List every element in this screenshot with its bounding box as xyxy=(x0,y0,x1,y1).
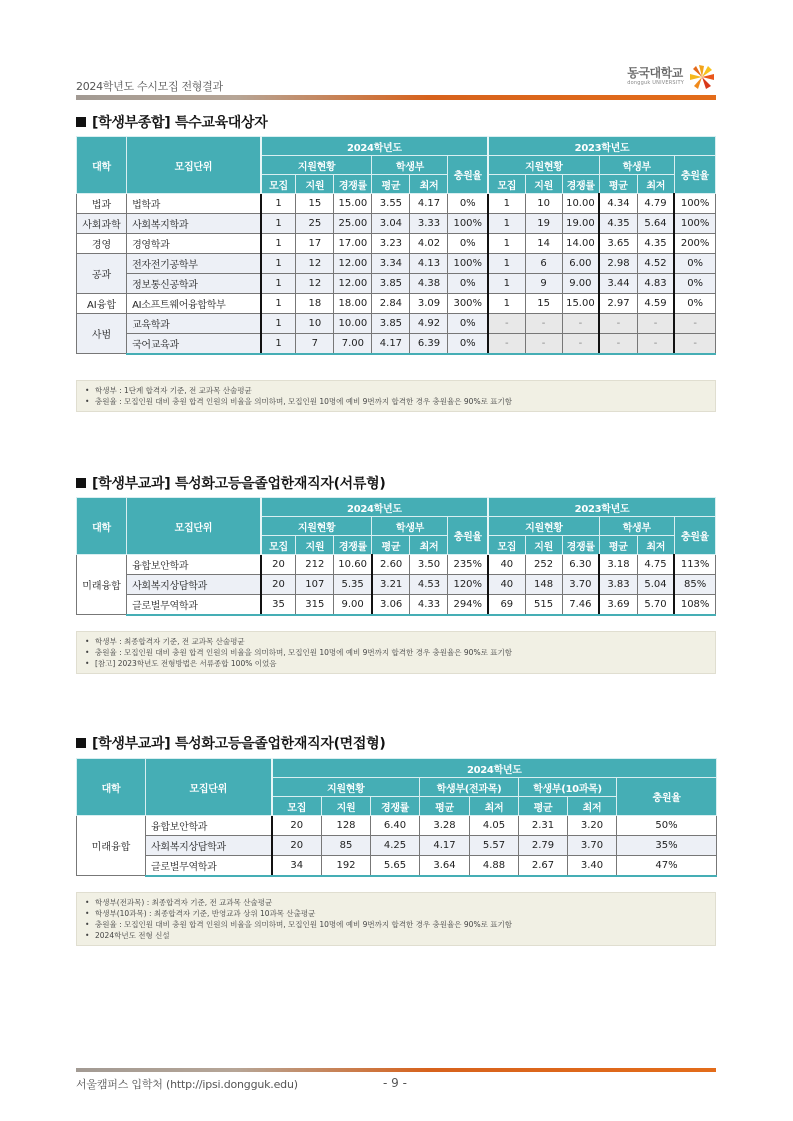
table-row: 공과 전자전기공학부 1 12 12.00 3.34 4.13 100% 1 6 6.00 2.98 4.52 0% xyxy=(77,254,716,274)
unit-cell: 경영학과 xyxy=(127,234,261,254)
unit-cell: 사회복지학과 xyxy=(127,214,261,234)
col-record-2023: 학생부 xyxy=(599,517,674,536)
col-record-10-subjects: 학생부(10과목) xyxy=(519,778,617,797)
col-min: 최저 xyxy=(637,175,674,194)
col-competition: 경쟁률 xyxy=(562,175,599,194)
col-fill-rate-2024: 충원율 xyxy=(448,156,488,194)
note-item: • 충원율 : 모집인원 대비 충원 합격 인원의 비율을 의미하며, 모집인원 10명에 예비 9번까지 합격한 경우 충원율은 90%로 표기함 xyxy=(85,396,707,407)
note-item: • 학생부 : 최종합격자 기준, 전 교과목 산술평균 xyxy=(85,636,707,647)
col-avg: 평균 xyxy=(599,536,637,555)
unit-cell: 사회복지상담학과 xyxy=(146,836,272,856)
section-title-vocational-document xyxy=(76,473,385,493)
college-cell: 미래융합 xyxy=(77,555,127,615)
col-min: 최저 xyxy=(410,536,448,555)
unit-cell: 융합보안학과 xyxy=(127,555,261,575)
table-row: 사회복지상담학과 20 107 5.35 3.21 4.53 120% 40 148 3.70 3.83 5.04 85% xyxy=(77,575,716,595)
section-title-text: [학생부교과] 특성화고등을졸업한재직자(서류형) xyxy=(92,476,386,492)
university-logo xyxy=(627,62,716,92)
col-min-all: 최저 xyxy=(470,797,519,816)
unit-cell: 글로벌무역학과 xyxy=(127,595,261,615)
col-recruit: 모집 xyxy=(272,797,322,816)
col-min: 최저 xyxy=(637,536,674,555)
table-row: 사회과학 사회복지학과 1 25 25.00 3.04 3.33 100% 1 19 19.00 4.35 5.64 100% xyxy=(77,214,716,234)
col-applicants: 지원 xyxy=(525,175,562,194)
unit-cell: 국어교육과 xyxy=(127,334,261,354)
col-record-2023: 학생부 xyxy=(599,156,674,175)
col-avg: 평균 xyxy=(372,536,410,555)
col-record-2024: 학생부 xyxy=(372,517,448,536)
unit-cell: 사회복지상담학과 xyxy=(127,575,261,595)
section-title-text: [학생부교과] 특성화고등을졸업한재직자(면접형) xyxy=(92,736,386,752)
college-cell: AI융합 xyxy=(77,294,127,314)
unit-cell: 융합보안학과 xyxy=(146,816,272,836)
unit-cell: 교육학과 xyxy=(127,314,261,334)
col-recruit: 모집 xyxy=(488,536,525,555)
col-record-2024: 학생부 xyxy=(372,156,448,175)
college-cell: 미래융합 xyxy=(77,816,146,876)
col-unit: 모집단위 xyxy=(127,137,261,194)
col-avg: 평균 xyxy=(372,175,410,194)
col-competition: 경쟁률 xyxy=(334,536,372,555)
note-item: • 2024학년도 전형 신설 xyxy=(85,930,707,941)
col-college: 대학 xyxy=(77,137,127,194)
col-apply-status: 지원현황 xyxy=(272,778,420,797)
table-row: 국어교육과 1 7 7.00 4.17 6.39 0% - - - - - - xyxy=(77,334,716,354)
col-recruit: 모집 xyxy=(261,175,296,194)
col-unit: 모집단위 xyxy=(127,498,261,555)
unit-cell: 법학과 xyxy=(127,194,261,214)
table-special-education xyxy=(76,136,716,355)
section-title-text: [학생부종합] 특수교육대상자 xyxy=(92,115,268,131)
col-applicants: 지원 xyxy=(296,536,334,555)
col-fill-rate-2023: 충원율 xyxy=(674,517,715,555)
table-vocational-document xyxy=(76,497,716,616)
col-college: 대학 xyxy=(77,498,127,555)
col-apply-status-2023: 지원현황 xyxy=(488,156,599,175)
note-item: • 충원율 : 모집인원 대비 충원 합격 인원의 비율을 의미하며, 모집인원 10명에 예비 9번까지 합격한 경우 충원율은 90%로 표기함 xyxy=(85,647,707,658)
table-row: 글로벌무역학과 34 192 5.65 3.64 4.88 2.67 3.40 47% xyxy=(77,856,717,876)
square-bullet-icon xyxy=(76,738,86,748)
unit-cell: 글로벌무역학과 xyxy=(146,856,272,876)
table-row: 글로벌무역학과 35 315 9.00 3.06 4.33 294% 69 515 7.46 3.69 5.70 108% xyxy=(77,595,716,615)
footer-admissions-info: 서울캠퍼스 입학처 (http://ipsi.dongguk.edu) xyxy=(76,1078,298,1091)
col-competition: 경쟁률 xyxy=(334,175,372,194)
note-item: • [참고] 2023학년도 전형방법은 서류종합 100% 이었음 xyxy=(85,658,707,669)
square-bullet-icon xyxy=(76,117,86,127)
unit-cell: AI소프트웨어융합학부 xyxy=(127,294,261,314)
table-row: 법과 법학과 1 15 15.00 3.55 4.17 0% 1 10 10.00 4.34 4.79 100% xyxy=(77,194,716,214)
table-row: 미래융합 융합보안학과 20 212 10.60 2.60 3.50 235% 40 252 6.30 3.18 4.75 113% xyxy=(77,555,716,575)
notes-box-section2 xyxy=(76,631,716,674)
table-row: 정보통신공학과 1 12 12.00 3.85 4.38 0% 1 9 9.00 3.44 4.83 0% xyxy=(77,274,716,294)
page-number: - 9 - xyxy=(383,1076,407,1090)
col-applicants: 지원 xyxy=(525,536,562,555)
col-unit: 모집단위 xyxy=(146,759,272,816)
note-item: • 학생부 : 1단계 합격자 기준, 전 교과목 산술평균 xyxy=(85,385,707,396)
college-cell: 사회과학 xyxy=(77,214,127,234)
section-title-vocational-interview xyxy=(76,733,385,753)
col-apply-status-2023: 지원현황 xyxy=(488,517,599,536)
note-item: • 학생부(10과목) : 최종합격자 기준, 반영교과 상위 10과목 산출평균 xyxy=(85,908,707,919)
col-applicants: 지원 xyxy=(296,175,334,194)
col-apply-status-2024: 지원현황 xyxy=(261,156,372,175)
col-avg: 평균 xyxy=(599,175,637,194)
table-row: 사범 교육학과 1 10 10.00 3.85 4.92 0% - - - - - - xyxy=(77,314,716,334)
col-year-2024: 2024학년도 xyxy=(261,137,488,156)
col-record-all-subjects: 학생부(전과목) xyxy=(420,778,519,797)
logo-korean-name: 동국대학교 xyxy=(627,66,683,80)
table-row: 미래융합 융합보안학과 20 128 6.40 3.28 4.05 2.31 3.20 50% xyxy=(77,816,717,836)
col-recruit: 모집 xyxy=(488,175,525,194)
col-competition: 경쟁률 xyxy=(371,797,420,816)
college-cell: 공과 xyxy=(77,254,127,294)
col-avg-10: 평균 xyxy=(519,797,568,816)
document-title: 2024학년도 수시모집 전형결과 xyxy=(76,80,223,93)
note-item: • 충원율 : 모집인원 대비 충원 합격 인원의 비율을 의미하며, 모집인원 10명에 예비 9번까지 합격한 경우 충원율은 90%로 표기함 xyxy=(85,919,707,930)
table-row: AI융합 AI소프트웨어융합학부 1 18 18.00 2.84 3.09 300% 1 15 15.00 2.97 4.59 0% xyxy=(77,294,716,314)
unit-cell: 정보통신공학과 xyxy=(127,274,261,294)
col-college: 대학 xyxy=(77,759,146,816)
col-apply-status-2024: 지원현황 xyxy=(261,517,372,536)
col-fill-rate: 충원율 xyxy=(617,778,717,816)
page-header xyxy=(76,62,716,98)
col-avg-all: 평균 xyxy=(420,797,470,816)
dongguk-emblem-icon xyxy=(688,63,716,91)
table-vocational-interview xyxy=(76,758,717,877)
col-applicants: 지원 xyxy=(322,797,371,816)
note-item: • 학생부(전과목) : 최종합격자 기준, 전 교과목 산술평균 xyxy=(85,897,707,908)
col-year-2024: 2024학년도 xyxy=(272,759,717,778)
col-fill-rate-2024: 충원율 xyxy=(448,517,488,555)
col-competition: 경쟁률 xyxy=(562,536,599,555)
unit-cell: 전자전기공학부 xyxy=(127,254,261,274)
col-year-2024: 2024학년도 xyxy=(261,498,488,517)
footer-divider xyxy=(76,1068,716,1072)
col-min: 최저 xyxy=(410,175,448,194)
table-row: 사회복지상담학과 20 85 4.25 4.17 5.57 2.79 3.70 35% xyxy=(77,836,717,856)
col-fill-rate-2023: 충원율 xyxy=(674,156,715,194)
col-min-10: 최저 xyxy=(568,797,617,816)
col-recruit: 모집 xyxy=(261,536,296,555)
col-year-2023: 2023학년도 xyxy=(488,498,715,517)
section-title-special-education xyxy=(76,112,267,132)
col-year-2023: 2023학년도 xyxy=(488,137,715,156)
square-bullet-icon xyxy=(76,478,86,488)
header-divider xyxy=(76,95,716,100)
college-cell: 경영 xyxy=(77,234,127,254)
college-cell: 사범 xyxy=(77,314,127,354)
table-row: 경영 경영학과 1 17 17.00 3.23 4.02 0% 1 14 14.00 3.65 4.35 200% xyxy=(77,234,716,254)
college-cell: 법과 xyxy=(77,194,127,214)
notes-box-section1 xyxy=(76,380,716,412)
notes-box-section3 xyxy=(76,892,716,946)
logo-english-name: dongguk UNIVERSITY xyxy=(627,80,684,86)
